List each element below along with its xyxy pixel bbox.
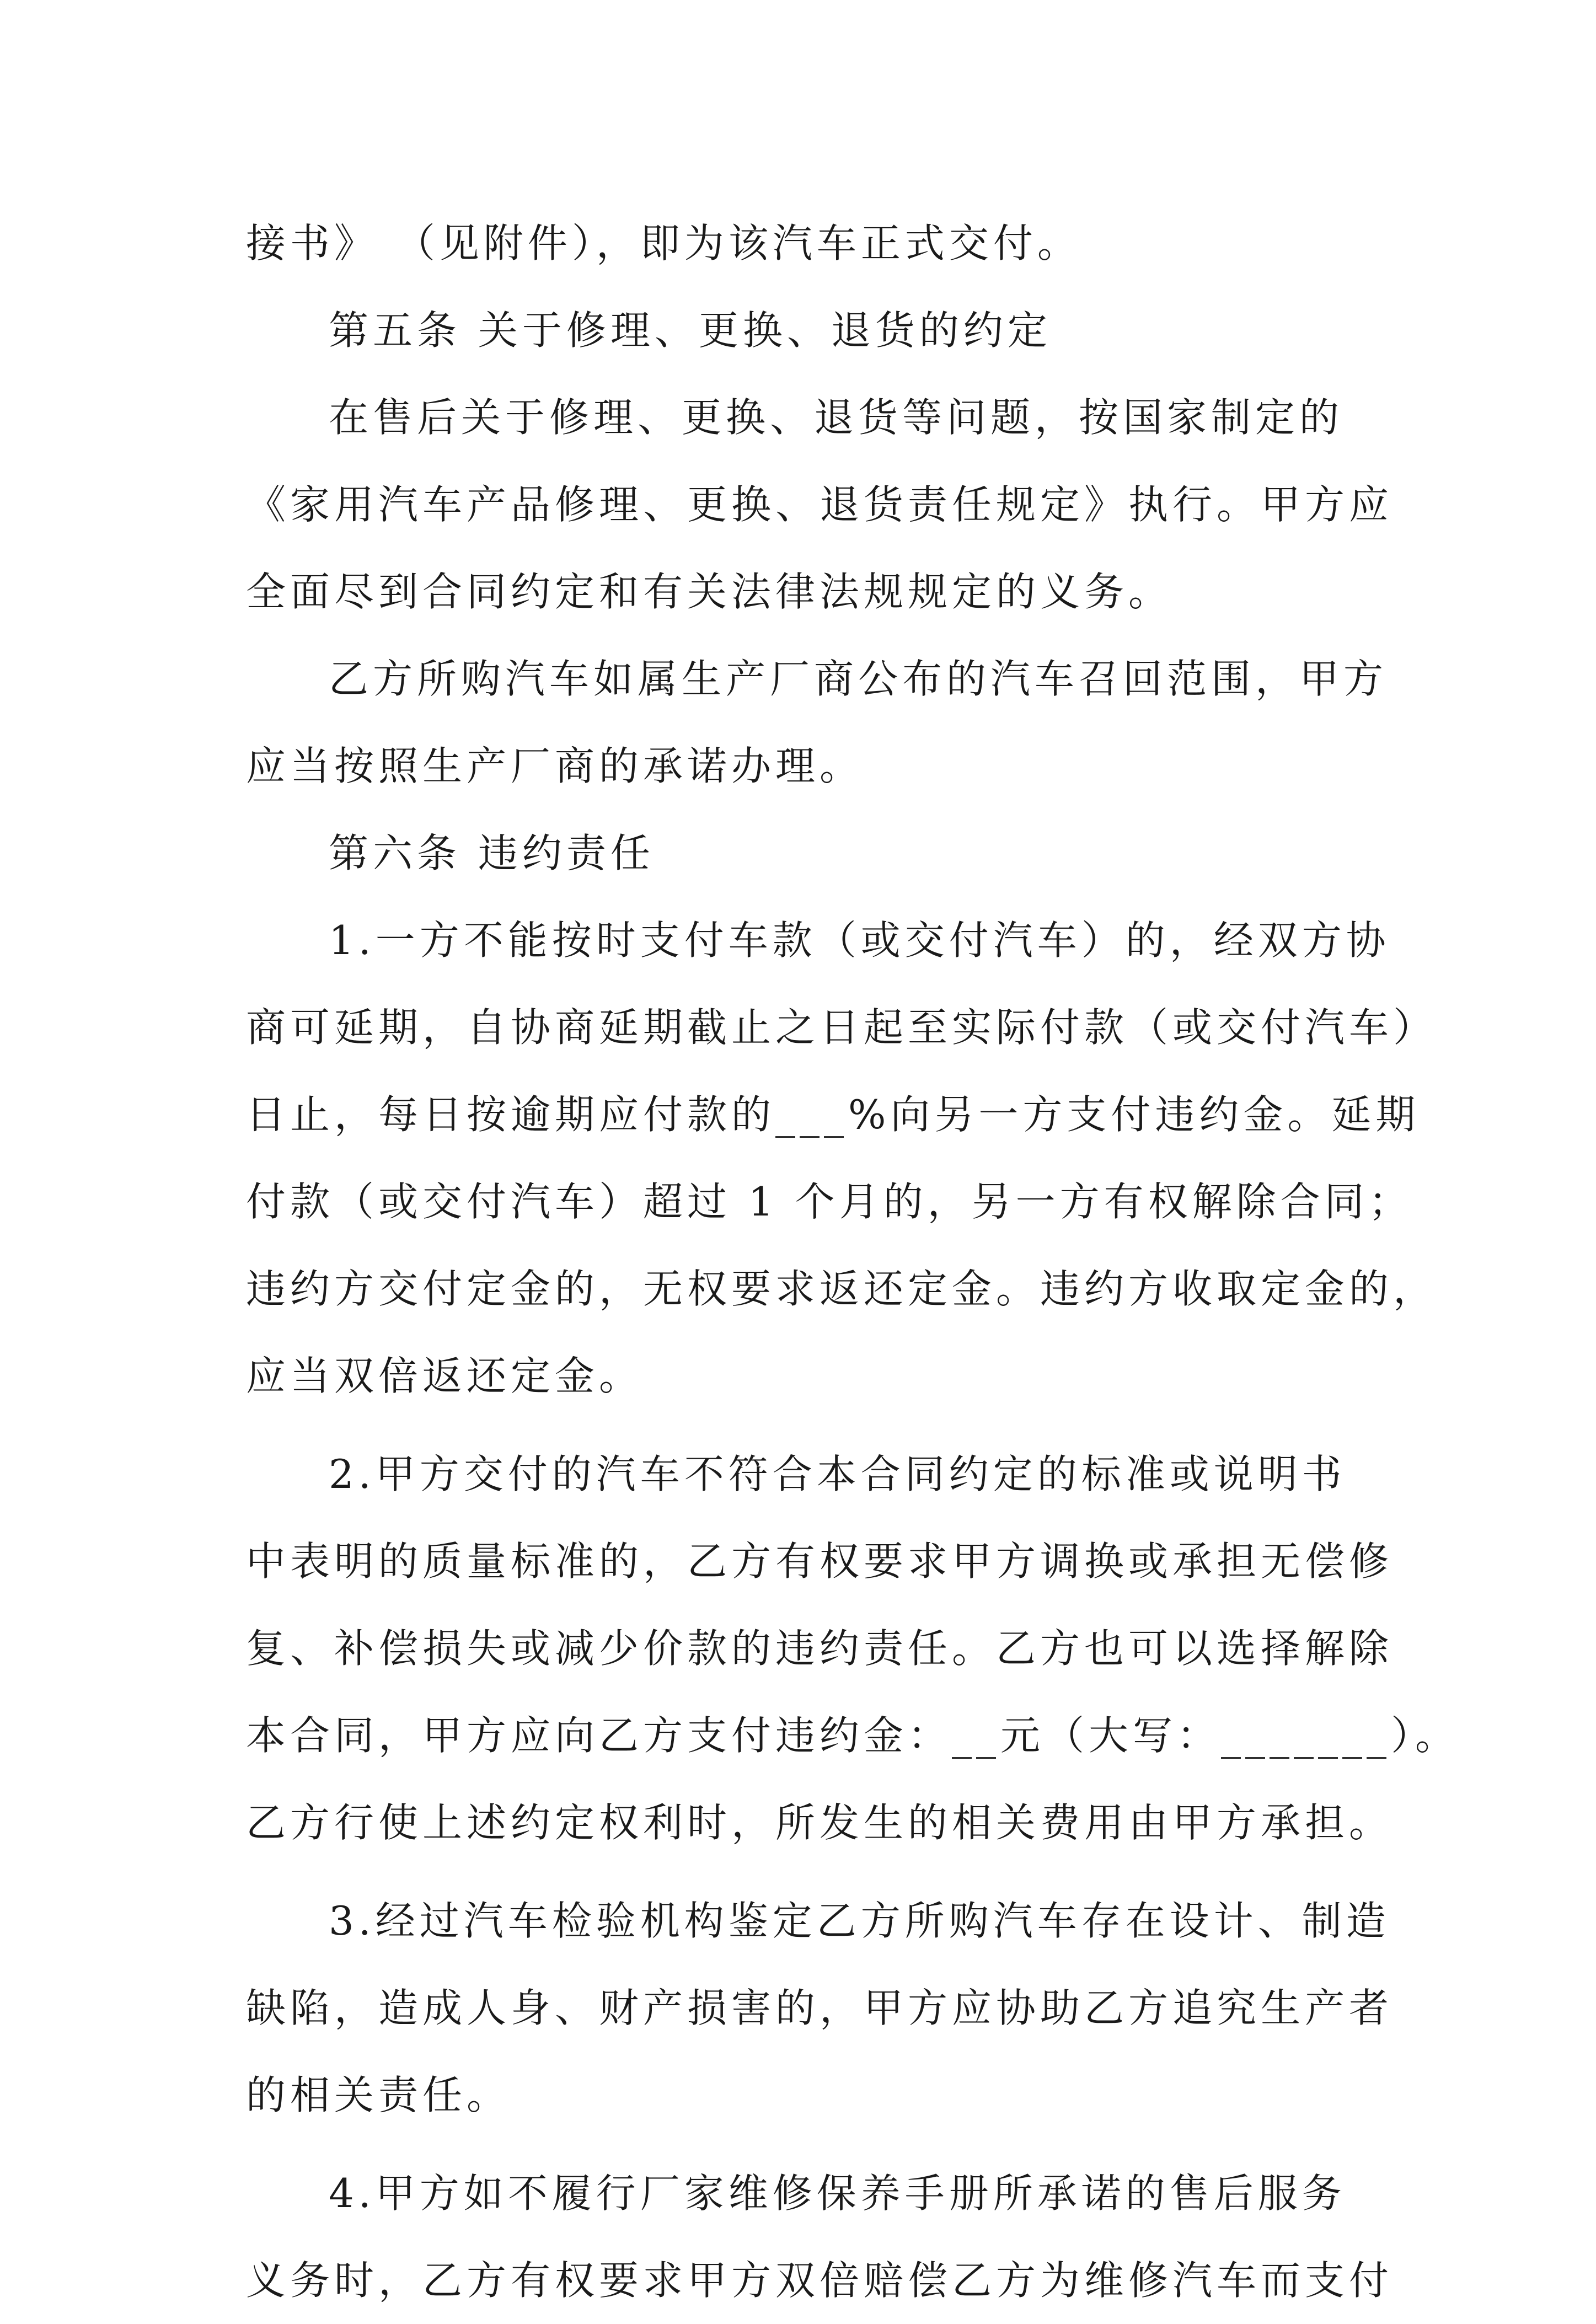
text-line: 复、补偿损失或减少价款的违约责任。乙方也可以选择解除 [246,1625,1394,1672]
text-line: 的相关责任。 [246,2072,511,2118]
section-heading-6: 第六条 违约责任 [329,830,655,876]
section-heading-5: 第五条 关于修理、更换、退货的约定 [329,307,1052,354]
text-line: 日止，每日按逾期应付款的___%向另一方支付违约金。延期 [246,1091,1420,1138]
text-line: 4.甲方如不履行厂家维修保养手册所承诺的售后服务 [329,2170,1346,2216]
text-line: 《家用汽车产品修理、更换、退货责任规定》执行。甲方应 [246,481,1394,528]
text-line: 全面尽到合同约定和有关法律法规规定的义务。 [246,569,1173,615]
text-line: 商可延期，自协商延期截止之日起至实际付款（或交付汽车） [246,1004,1438,1051]
text-line: 乙方行使上述约定权利时，所发生的相关费用由甲方承担。 [246,1800,1394,1846]
text-line: 本合同，甲方应向乙方支付违约金：__元（大写：_______）。 [246,1712,1460,1759]
text-line: 3.经过汽车检验机构鉴定乙方所购汽车存在设计、制造 [329,1898,1390,1944]
text-line: 义务时，乙方有权要求甲方双倍赔偿乙方为维修汽车而支付 [246,2257,1394,2304]
text-line: 应当按照生产厂商的承诺办理。 [246,743,864,789]
text-line: 接书》 （见附件），即为该汽车正式交付。 [246,220,1081,266]
text-line: 乙方所购汽车如属生产厂商公布的汽车召回范围，甲方 [329,656,1388,702]
text-line: 1.一方不能按时支付车款（或交付汽车）的，经双方协 [329,917,1390,963]
text-line: 中表明的质量标准的，乙方有权要求甲方调换或承担无偿修 [246,1538,1394,1584]
text-line: 应当双倍返还定金。 [246,1353,644,1399]
text-line: 2.甲方交付的汽车不符合本合同约定的标准或说明书 [329,1451,1346,1497]
text-line: 违约方交付定金的，无权要求返还定金。违约方收取定金的， [246,1266,1438,1312]
text-line: 付款（或交付汽车）超过 1 个月的，另一方有权解除合同； [246,1179,1413,1225]
text-line: 在售后关于修理、更换、退货等问题，按国家制定的 [329,394,1344,441]
text-line: 缺陷，造成人身、财产损害的，甲方应协助乙方追究生产者 [246,1985,1394,2031]
contract-text [246,200,1460,2324]
